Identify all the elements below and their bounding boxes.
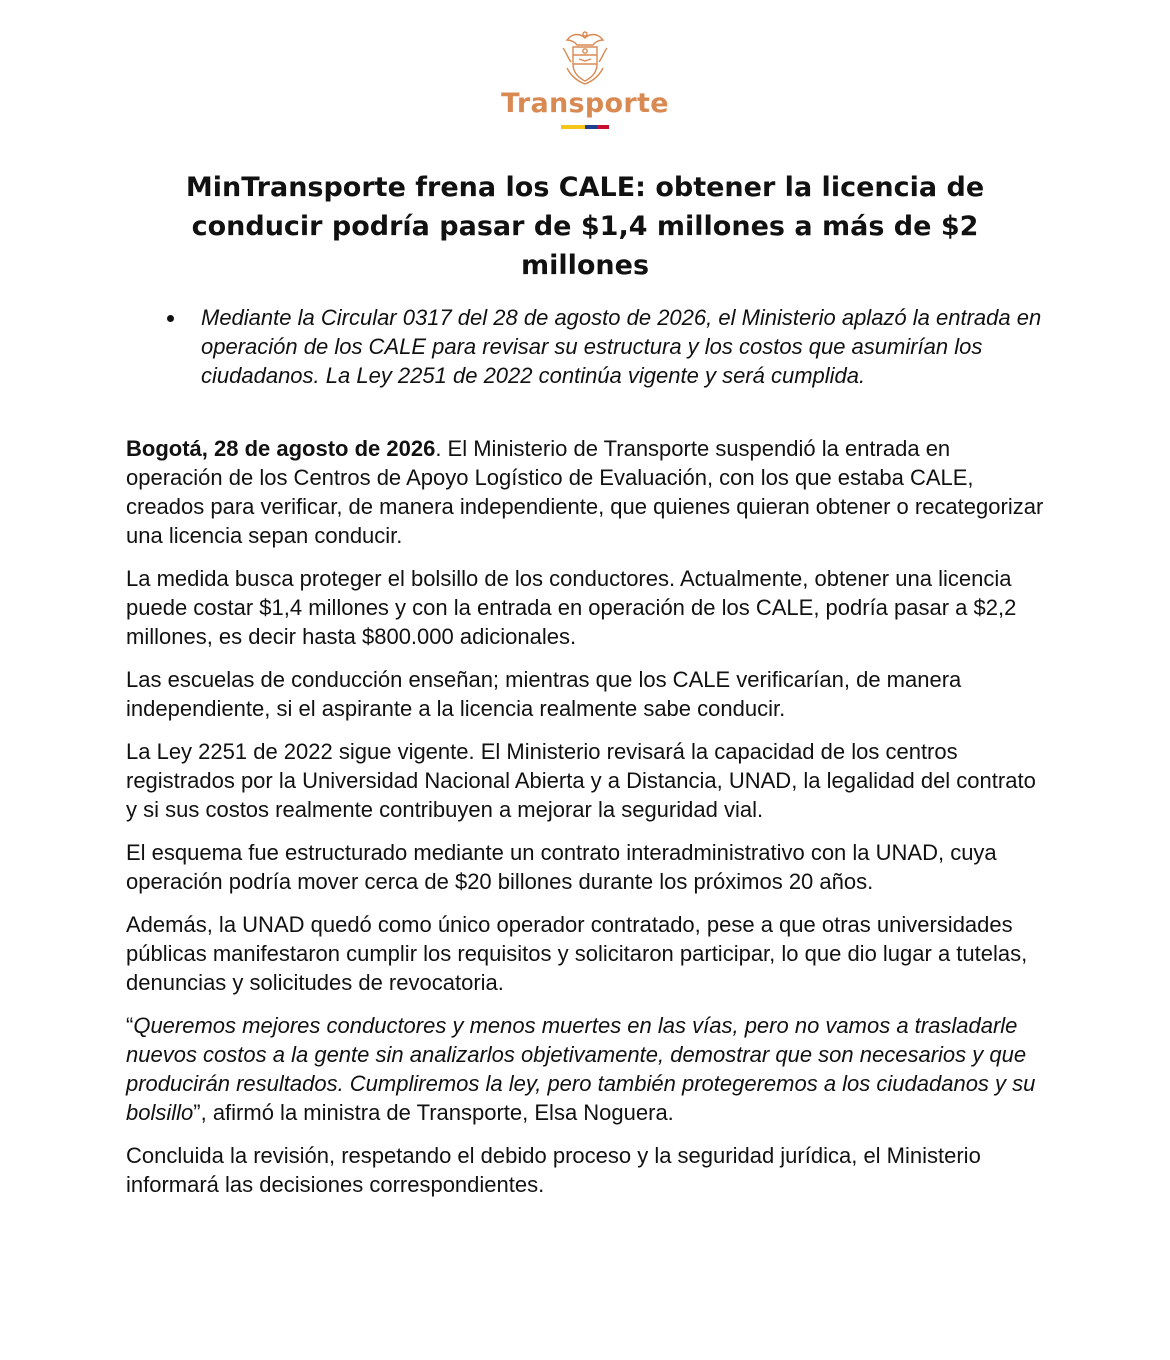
- paragraph-1-text: . El Ministerio de Transporte suspendió la entrada en operación de los Centros de Apoyo Logístico de Evaluación, con los que estaba CALE, creados para verificar, de manera independiente, que quienes quieran obtener o recategorizar una licencia sepan conducir.: [126, 436, 1044, 548]
- paragraph-4: La Ley 2251 de 2022 sigue vigente. El Ministerio revisará la capacidad de los centros registrados por la Universidad Nacional Abierta y a Distancia, UNAD, la legalidad del contrato y si sus costos realmente contribuyen a mejorar la seguridad vial.: [126, 739, 1036, 822]
- paragraph-6: Además, la UNAD quedó como único operador contratado, pese a que otras universidades públicas manifestaron cumplir los requisitos y solicitaron participar, lo que dio lugar a tutelas, denuncias y solicitudes de revocatoria.: [126, 912, 1028, 995]
- summary-list: [156, 303, 1056, 390]
- minister-quote: Queremos mejores conductores y menos muertes en las vías, pero no vamos a trasladarle nuevos costos a la gente sin analizarlos objetivamente, demostrar que son necesarios y que producirán resultados. Cumpliremos la ley, pero también protegeremos a los ciudadanos y su bolsillo: [126, 1013, 1036, 1125]
- paragraph-8: Concluida la revisión, respetando el debido proceso y la seguridad jurídica, el Ministerio informará las decisiones correspondientes.: [126, 1143, 981, 1197]
- paragraph-1: [126, 434, 1046, 550]
- bullet-icon: [167, 315, 174, 322]
- document-header: [0, 28, 1170, 129]
- flag-blue-stripe: [585, 125, 597, 129]
- quote-attribution: ”, afirmó la ministra de Transporte, Elsa Noguera.: [193, 1100, 674, 1125]
- flag-yellow-stripe: [561, 125, 585, 129]
- paragraph-2: La medida busca proteger el bolsillo de los conductores. Actualmente, obtener una licencia puede costar $1,4 millones y con la entrada en operación de los CALE, podría pasar a $2,2 millones, es decir hasta $800.000 adicionales.: [126, 566, 1017, 649]
- press-release-body: [126, 434, 1046, 1213]
- quote-paragraph: [126, 1011, 1046, 1127]
- colombia-coat-of-arms-icon: [559, 28, 611, 86]
- press-release-title: MinTransporte frena los CALE: obtener la licencia de conducir podría pasar de $1,4 millones a más de $2 millones: [185, 172, 985, 281]
- summary-text: Mediante la Circular 0317 del 28 de agosto de 2026, el Ministerio aplazó la entrada en operación de los CALE para revisar su estructura y los costos que asumirían los ciudadanos. La Ley 2251 de 2022 continúa vigente y será cumplida.: [201, 305, 1042, 388]
- dateline: Bogotá, 28 de agosto de 2026: [126, 436, 436, 461]
- paragraph-3: Las escuelas de conducción enseñan; mientras que los CALE verificarían, de manera independiente, si el aspirante a la licencia realmente sabe conducir.: [126, 667, 962, 721]
- paragraph-5: El esquema fue estructurado mediante un contrato interadministrativo con la UNAD, cuya operación podría mover cerca de $20 billones durante los próximos 20 años.: [126, 840, 997, 894]
- quote-open-mark: “: [126, 1013, 134, 1038]
- flag-red-stripe: [597, 125, 609, 129]
- summary-item: [156, 303, 1056, 390]
- brand-name: Transporte: [501, 88, 669, 119]
- colombia-flag-bar: [561, 125, 609, 129]
